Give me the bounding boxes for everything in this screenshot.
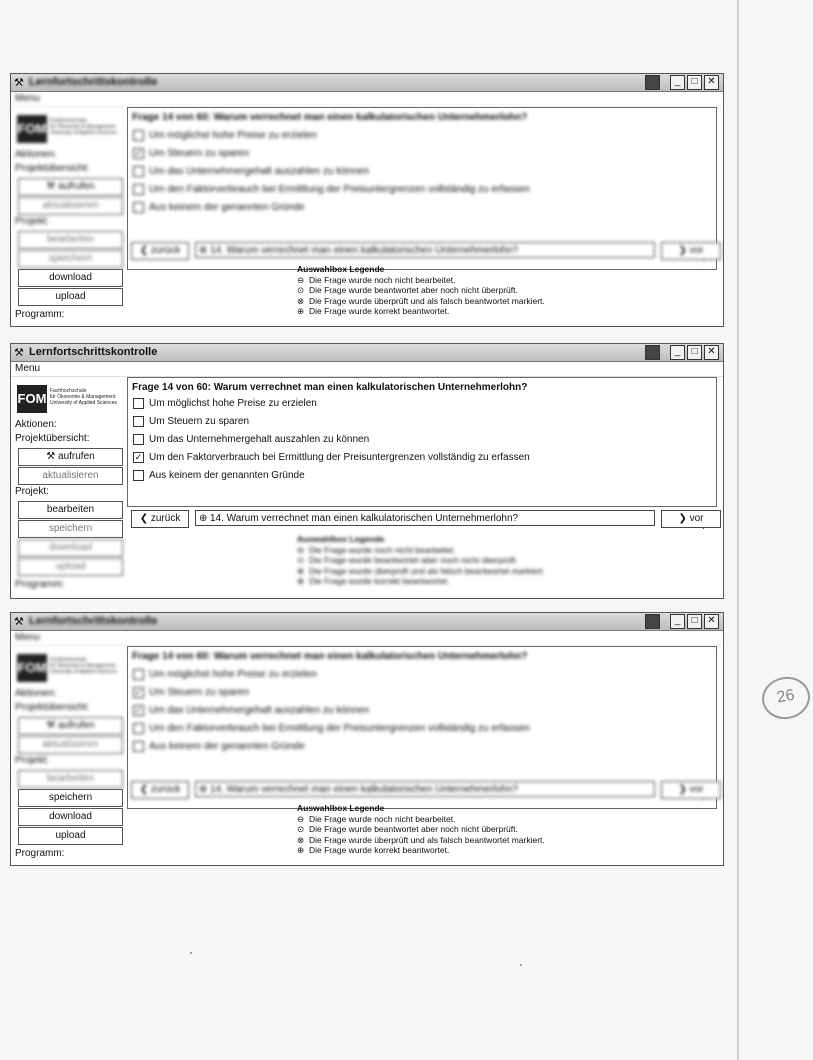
legend-text: Die Frage wurde beantwortet aber noch nicht überprüft. xyxy=(309,285,518,295)
legend-row xyxy=(297,555,545,566)
minimize-icon[interactable]: _ xyxy=(670,345,685,360)
question-select-value: 14. Warum verrechnet man einen kalkulatorischen Unternehmerlohn? xyxy=(210,513,519,524)
screenshot-window-1 xyxy=(10,73,724,327)
maximize-icon[interactable]: □ xyxy=(687,345,702,360)
aktionen-label: Aktionen: xyxy=(15,149,57,160)
logo-mark: FOM xyxy=(17,654,47,682)
option-1[interactable] xyxy=(133,398,317,409)
legend-title: Auswahlbox Legende xyxy=(297,803,385,813)
logo-text xyxy=(50,657,126,675)
question-select-value: 14. Warum verrechnet man einen kalkulatorischen Unternehmerlohn? xyxy=(210,784,519,795)
checkbox[interactable] xyxy=(133,723,144,734)
legend xyxy=(297,803,545,856)
correct-icon: ⊕ xyxy=(297,306,305,316)
option-label: Um das Unternehmergehalt auszahlen zu können xyxy=(149,705,370,716)
legend-row xyxy=(297,576,545,587)
legend xyxy=(297,534,545,587)
logo-line-1: Fachhochschule xyxy=(50,388,87,394)
projekt-label: Projekt: xyxy=(15,216,49,227)
option-5[interactable] xyxy=(133,470,305,481)
window-controls xyxy=(645,614,719,629)
aufrufen-icon: ⚒ xyxy=(46,720,59,731)
question-select-value: 14. Warum verrechnet man einen kalkulatorischen Unternehmerlohn? xyxy=(210,245,519,256)
next-button[interactable] xyxy=(661,242,721,260)
title-bar xyxy=(11,74,723,92)
checkbox-checked[interactable]: ✓ xyxy=(134,452,143,462)
option-label: Um das Unternehmergehalt auszahlen zu können xyxy=(149,166,370,177)
option-2[interactable] xyxy=(133,416,249,427)
scan-dot xyxy=(190,952,192,954)
fom-logo xyxy=(17,654,125,682)
maximize-icon[interactable]: □ xyxy=(687,75,702,90)
window-controls xyxy=(645,345,719,360)
checkbox[interactable] xyxy=(133,398,144,409)
upload-button[interactable]: upload xyxy=(18,288,123,306)
question-select[interactable] xyxy=(195,242,655,258)
chevron-left-icon: ❮ xyxy=(139,784,151,795)
legend-text: Die Frage wurde überprüft und als falsch beantwortet markiert. xyxy=(309,834,545,845)
logo-line-3: University of Applied Sciences xyxy=(50,669,117,675)
programm-label: Programm: xyxy=(15,309,65,320)
option-1[interactable] xyxy=(133,130,317,141)
next-label: vor xyxy=(689,513,704,524)
legend-row xyxy=(297,545,545,556)
wrong-icon: ⊗ xyxy=(297,565,305,576)
aufrufen-icon: ⚒ xyxy=(46,181,59,192)
speichern-button[interactable]: speichern xyxy=(18,789,123,807)
question-title: Frage 14 von 60: Warum verrechnet man einen kalkulatorischen Unternehmerlohn? xyxy=(132,651,528,662)
app-icon: ⚒ xyxy=(14,616,24,628)
title-bar xyxy=(11,344,723,362)
maximize-icon[interactable]: □ xyxy=(687,614,702,629)
sidebar xyxy=(11,377,126,598)
chevron-right-icon: ❯ xyxy=(678,513,690,524)
logo-line-2: für Ökonomie & Management xyxy=(50,124,116,130)
aufrufen-button[interactable] xyxy=(18,448,123,466)
legend-title: Auswahlbox Legende xyxy=(297,264,385,274)
aktualisieren-button[interactable]: aktualisieren xyxy=(18,197,123,215)
option-label: Um Steuern zu sparen xyxy=(149,148,250,159)
logo-text xyxy=(50,388,126,406)
extra-icon[interactable] xyxy=(645,75,660,90)
option-3[interactable] xyxy=(133,705,369,716)
option-label: Aus keinem der genannten Gründe xyxy=(149,470,305,481)
option-label: Um Steuern zu sparen xyxy=(149,687,250,698)
question-panel xyxy=(127,377,717,507)
option-5[interactable] xyxy=(133,202,305,213)
option-3[interactable] xyxy=(133,434,369,445)
checkbox[interactable] xyxy=(133,416,144,427)
legend-text: Die Frage wurde beantwortet aber noch nicht überprüft. xyxy=(309,555,518,565)
bearbeiten-button[interactable]: bearbeiten xyxy=(18,501,123,519)
question-select[interactable] xyxy=(195,781,655,797)
window-title: Lernfortschrittskontrolle xyxy=(29,346,158,358)
aufrufen-button[interactable] xyxy=(18,717,123,735)
legend-row xyxy=(297,306,545,317)
wrong-icon: ⊗ xyxy=(297,834,305,845)
menu-bar xyxy=(11,362,723,377)
question-navigation xyxy=(127,240,717,260)
option-label: Um das Unternehmergehalt auszahlen zu können xyxy=(149,434,370,445)
checkbox[interactable] xyxy=(133,741,144,752)
aktualisieren-button[interactable]: aktualisieren xyxy=(18,736,123,754)
legend-text: Die Frage wurde korrekt beantwortet. xyxy=(309,306,450,316)
answered-icon: ⊙ xyxy=(297,285,305,295)
option-label: Um möglichst hohe Preise zu erzielen xyxy=(149,669,317,680)
option-label: Aus keinem der genannten Gründe xyxy=(149,202,305,213)
back-label: zurück xyxy=(150,513,181,524)
projekt-label: Projekt: xyxy=(15,486,49,497)
page-number-stamp: 26 xyxy=(759,673,813,723)
projektuebersicht-label: Projektübersicht: xyxy=(15,433,90,444)
legend-text: Die Frage wurde korrekt beantwortet. xyxy=(309,845,450,855)
logo-line-2: für Ökonomie & Management xyxy=(50,394,116,400)
wrong-icon: ⊗ xyxy=(297,295,305,306)
chevron-right-icon: ❯ xyxy=(678,245,690,256)
option-label: Aus keinem der genannten Gründe xyxy=(149,741,305,752)
logo-line-1: Fachhochschule xyxy=(50,118,87,124)
speichern-button[interactable]: speichern xyxy=(18,520,123,538)
legend xyxy=(297,264,545,317)
legend-row xyxy=(297,296,545,307)
sidebar xyxy=(11,107,126,326)
not-edited-icon: ⊖ xyxy=(297,544,305,555)
programm-label: Programm: xyxy=(15,579,65,590)
option-3[interactable] xyxy=(133,166,369,177)
menu-bar xyxy=(11,631,723,646)
option-label: Um möglichst hohe Preise zu erzielen xyxy=(149,130,317,141)
checkbox[interactable] xyxy=(133,434,144,445)
legend-row xyxy=(297,566,545,577)
extra-icon[interactable] xyxy=(645,614,660,629)
checkbox[interactable]: ✓ xyxy=(134,687,143,697)
status-symbol-icon: ⊕ xyxy=(199,784,208,795)
app-icon: ⚒ xyxy=(14,77,24,89)
checkbox[interactable] xyxy=(133,166,144,177)
back-button[interactable] xyxy=(131,510,189,528)
option-label: Um Steuern zu sparen xyxy=(149,416,250,427)
back-label: zurück xyxy=(150,784,181,795)
correct-icon: ⊕ xyxy=(297,576,305,586)
app-icon: ⚒ xyxy=(14,347,24,359)
next-label: vor xyxy=(689,245,704,256)
legend-row xyxy=(297,275,545,286)
legend-text: Die Frage wurde noch nicht bearbeitet. xyxy=(309,274,456,285)
option-label: Um möglichst hohe Preise zu erzielen xyxy=(149,398,317,409)
chevron-left-icon: ❮ xyxy=(139,245,151,256)
legend-text: Die Frage wurde korrekt beantwortet. xyxy=(309,576,450,586)
legend-row xyxy=(297,814,545,825)
option-4[interactable] xyxy=(133,723,530,734)
minimize-icon[interactable]: _ xyxy=(670,614,685,629)
logo-line-2: für Ökonomie & Management xyxy=(50,663,116,669)
chevron-left-icon: ❮ xyxy=(139,513,151,524)
option-label: Um den Faktorverbrauch bei Ermittlung der Preisuntergrenzen vollständig zu erfassen xyxy=(149,184,530,195)
download-button[interactable]: download xyxy=(18,539,123,557)
option-1[interactable] xyxy=(133,669,317,680)
speichern-button[interactable]: speichern xyxy=(18,250,123,268)
logo-text xyxy=(50,118,126,136)
close-icon[interactable]: ✕ xyxy=(704,345,719,360)
aufrufen-icon: ⚒ xyxy=(46,451,59,462)
correct-icon: ⊕ xyxy=(297,845,305,855)
question-navigation xyxy=(127,779,717,799)
back-label: zurück xyxy=(150,245,181,256)
legend-row xyxy=(297,824,545,835)
projektuebersicht-label: Projektübersicht: xyxy=(15,702,90,713)
option-label: Um den Faktorverbrauch bei Ermittlung der Preisuntergrenzen vollständig zu erfassen xyxy=(149,452,530,463)
checkbox[interactable]: ✓ xyxy=(134,705,143,715)
bearbeiten-button[interactable]: bearbeiten xyxy=(18,770,123,788)
not-edited-icon: ⊖ xyxy=(297,274,305,285)
legend-text: Die Frage wurde überprüft und als falsch beantwortet markiert. xyxy=(309,565,545,576)
checkbox[interactable] xyxy=(133,130,144,141)
scan-dot xyxy=(520,964,522,966)
not-edited-icon: ⊖ xyxy=(297,813,305,824)
option-2[interactable] xyxy=(133,148,249,159)
legend-row xyxy=(297,285,545,296)
legend-text: Die Frage wurde noch nicht bearbeitet. xyxy=(309,813,456,824)
aufrufen-label: aufrufen xyxy=(58,720,95,731)
option-4[interactable] xyxy=(133,184,530,195)
programm-label: Programm: xyxy=(15,848,65,859)
legend-text: Die Frage wurde beantwortet aber noch nicht überprüft. xyxy=(309,824,518,834)
window-title: Lernfortschrittskontrolle xyxy=(29,76,158,88)
option-2[interactable] xyxy=(133,687,249,698)
close-icon[interactable]: ✕ xyxy=(704,75,719,90)
checkbox[interactable] xyxy=(133,669,144,680)
upload-button[interactable]: upload xyxy=(18,558,123,576)
option-4[interactable] xyxy=(133,452,530,463)
bearbeiten-button[interactable]: bearbeiten xyxy=(18,231,123,249)
page-edge-line xyxy=(737,0,739,1060)
logo-line-3: University of Applied Sciences xyxy=(50,400,117,406)
minimize-icon[interactable]: _ xyxy=(670,75,685,90)
legend-text: Die Frage wurde überprüft und als falsch beantwortet markiert. xyxy=(309,295,545,306)
download-button[interactable]: download xyxy=(18,269,123,287)
close-icon[interactable]: ✕ xyxy=(704,614,719,629)
download-button[interactable]: download xyxy=(18,808,123,826)
fom-logo xyxy=(17,115,125,143)
extra-icon[interactable] xyxy=(645,345,660,360)
chevron-right-icon: ❯ xyxy=(678,784,690,795)
screenshot-window-2 xyxy=(10,343,724,599)
aufrufen-label: aufrufen xyxy=(58,181,95,192)
menu-item[interactable]: Menu xyxy=(15,632,41,643)
answered-icon: ⊙ xyxy=(297,824,305,834)
screenshot-window-3 xyxy=(10,612,796,866)
title-bar xyxy=(11,613,723,631)
fom-logo xyxy=(17,385,125,413)
projektuebersicht-label: Projektübersicht: xyxy=(15,163,90,174)
checkbox[interactable] xyxy=(133,202,144,213)
aufrufen-button[interactable] xyxy=(18,178,123,196)
logo-line-1: Fachhochschule xyxy=(50,657,87,663)
logo-mark: FOM xyxy=(17,385,47,413)
question-select[interactable] xyxy=(195,510,655,526)
upload-button[interactable]: upload xyxy=(18,827,123,845)
next-button[interactable] xyxy=(661,781,721,799)
aktionen-label: Aktionen: xyxy=(15,688,57,699)
aktionen-label: Aktionen: xyxy=(15,419,57,430)
window-title: Lernfortschrittskontrolle xyxy=(29,615,158,627)
menu-item[interactable]: Menu xyxy=(15,93,41,104)
menu-item[interactable]: Menu xyxy=(15,363,41,374)
window-controls xyxy=(645,75,719,90)
next-label: vor xyxy=(689,784,704,795)
option-label: Um den Faktorverbrauch bei Ermittlung der Preisuntergrenzen vollständig zu erfassen xyxy=(149,723,530,734)
sidebar xyxy=(11,646,126,865)
legend-row xyxy=(297,845,545,856)
projekt-label: Projekt: xyxy=(15,755,49,766)
status-symbol-icon: ⊕ xyxy=(199,513,208,524)
answered-icon: ⊙ xyxy=(297,555,305,565)
question-navigation xyxy=(127,508,717,528)
next-button[interactable] xyxy=(661,510,721,528)
back-button[interactable] xyxy=(131,242,189,260)
aktualisieren-button[interactable]: aktualisieren xyxy=(18,467,123,485)
question-title: Frage 14 von 60: Warum verrechnet man einen kalkulatorischen Unternehmerlohn? xyxy=(132,112,528,123)
back-button[interactable] xyxy=(131,781,189,799)
checkbox[interactable] xyxy=(133,184,144,195)
logo-line-3: University of Applied Sciences xyxy=(50,130,117,136)
option-5[interactable] xyxy=(133,741,305,752)
legend-row xyxy=(297,835,545,846)
question-title: Frage 14 von 60: Warum verrechnet man einen kalkulatorischen Unternehmerlohn? xyxy=(132,382,528,393)
checkbox[interactable] xyxy=(133,470,144,481)
legend-text: Die Frage wurde noch nicht bearbeitet. xyxy=(309,544,456,555)
aufrufen-label: aufrufen xyxy=(58,451,95,462)
menu-bar xyxy=(11,92,723,107)
logo-mark: FOM xyxy=(17,115,47,143)
status-symbol-icon: ⊕ xyxy=(199,245,208,256)
checkbox[interactable]: ✓ xyxy=(134,148,143,158)
legend-title: Auswahlbox Legende xyxy=(297,534,385,544)
